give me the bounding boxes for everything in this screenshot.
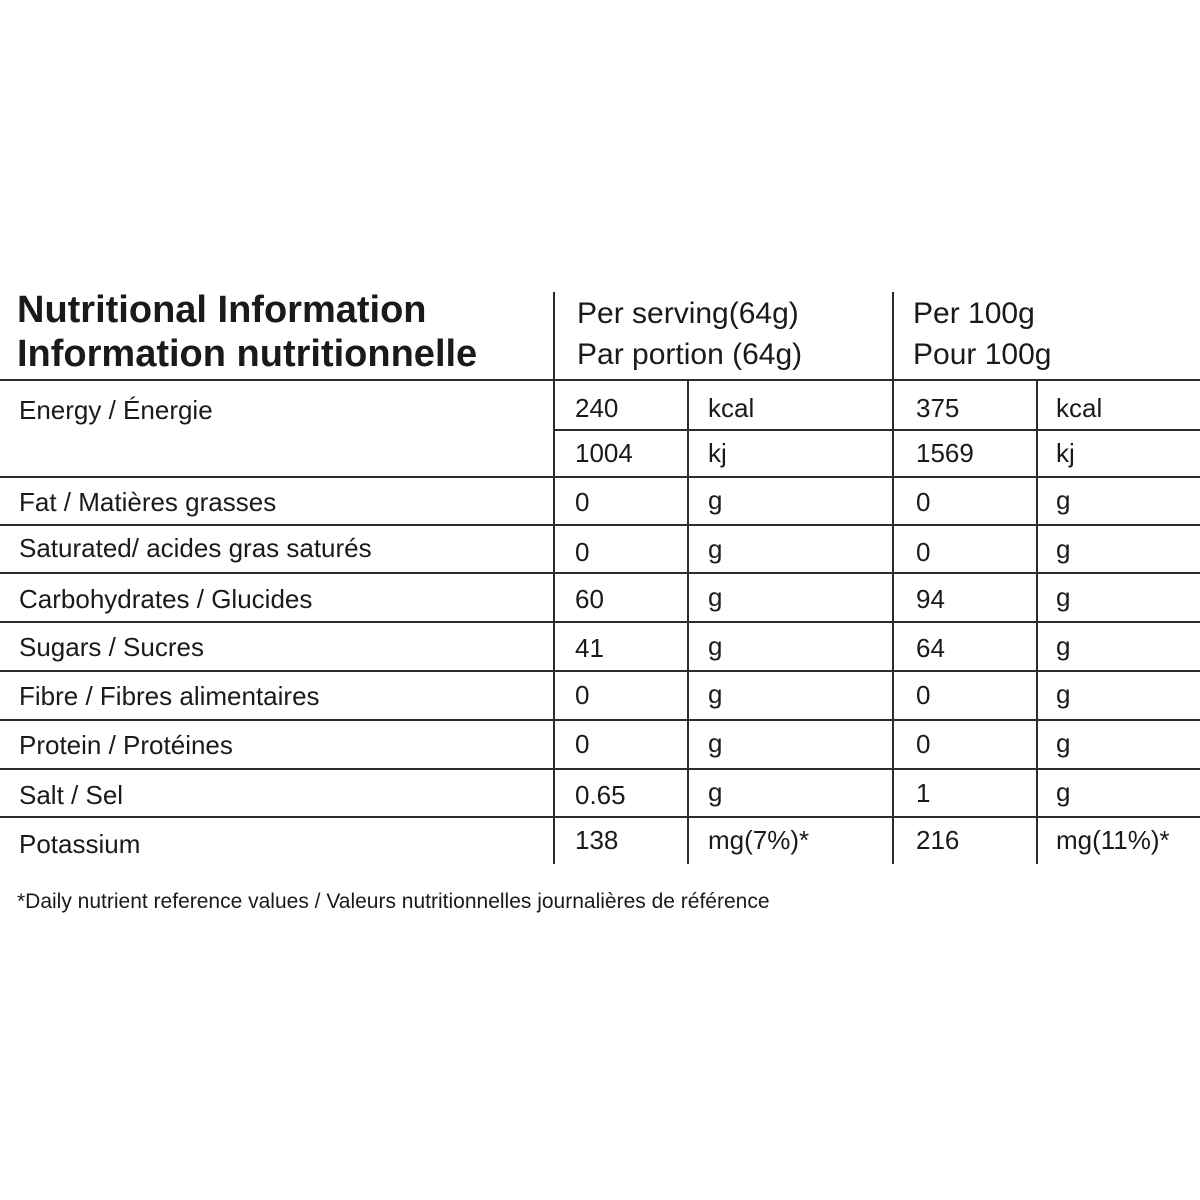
energy-kcal-per100: 375 [916, 393, 960, 423]
fat-serving: 0 [575, 487, 590, 517]
salt-per100: 1 [916, 778, 931, 808]
title-french: Information nutritionnelle [17, 333, 478, 375]
row-label-protein: Protein / Protéines [19, 730, 233, 760]
fibre-serving-unit: g [708, 679, 723, 709]
energy-kj-serving: 1004 [575, 438, 633, 468]
header-divider-2 [892, 292, 894, 380]
fat-per100-unit: g [1056, 485, 1071, 515]
energy-kcal-serving: 240 [575, 393, 619, 423]
sugars-serving-unit: g [708, 631, 723, 661]
footnote: *Daily nutrient reference values / Valeurs nutritionnelles journalières de référence [17, 890, 770, 913]
row-rule [0, 816, 1200, 818]
row-rule [0, 670, 1200, 672]
energy-kj-per100: 1569 [916, 438, 974, 468]
carbohydrates-serving: 60 [575, 584, 604, 614]
row-rule [0, 621, 1200, 623]
title-english: Nutritional Information [17, 289, 427, 331]
protein-per100: 0 [916, 729, 931, 759]
row-label-fibre: Fibre / Fibres alimentaires [19, 681, 320, 711]
sugars-per100-unit: g [1056, 631, 1071, 661]
fat-serving-unit: g [708, 485, 723, 515]
header-per-serving-fr: Par portion (64g) [577, 338, 803, 371]
saturated-serving-unit: g [708, 534, 723, 564]
row-rule [0, 476, 1200, 478]
fibre-per100-unit: g [1056, 679, 1071, 709]
row-label-salt: Salt / Sel [19, 780, 124, 810]
energy-kcal-per100-unit: kcal [1056, 393, 1103, 423]
header-divider-1 [553, 292, 555, 380]
row-label-energy: Energy / Énergie [19, 395, 213, 425]
protein-serving: 0 [575, 729, 590, 759]
salt-serving: 0.65 [575, 780, 626, 810]
energy-kj-per100-unit: kj [1056, 438, 1075, 468]
protein-per100-unit: g [1056, 728, 1071, 758]
energy-sub-rule [554, 429, 1200, 431]
saturated-serving: 0 [575, 537, 590, 567]
potassium-serving-unit: mg(7%)* [708, 825, 810, 855]
row-label-fat: Fat / Matières grasses [19, 487, 277, 517]
row-rule [0, 768, 1200, 770]
row-rule [0, 719, 1200, 721]
row-label-sugars: Sugars / Sucres [19, 632, 204, 662]
carbohydrates-per100-unit: g [1056, 582, 1071, 612]
saturated-per100: 0 [916, 537, 931, 567]
carbohydrates-serving-unit: g [708, 582, 723, 612]
sugars-serving: 41 [575, 633, 604, 663]
fat-per100: 0 [916, 487, 931, 517]
sugars-per100: 64 [916, 633, 945, 663]
carbohydrates-per100: 94 [916, 584, 945, 614]
protein-serving-unit: g [708, 728, 723, 758]
potassium-per100: 216 [916, 825, 960, 855]
fibre-serving: 0 [575, 680, 590, 710]
salt-serving-unit: g [708, 777, 723, 807]
row-label-carbohydrates: Carbohydrates / Glucides [19, 584, 313, 614]
salt-per100-unit: g [1056, 777, 1071, 807]
energy-kcal-serving-unit: kcal [708, 393, 755, 423]
fibre-per100: 0 [916, 680, 931, 710]
row-rule [0, 572, 1200, 574]
header-per-100g-fr: Pour 100g [913, 338, 1052, 371]
saturated-per100-unit: g [1056, 534, 1071, 564]
header-per-serving-en: Per serving(64g) [577, 297, 799, 330]
header-rule [0, 379, 1200, 381]
energy-kj-serving-unit: kj [708, 438, 727, 468]
potassium-per100-unit: mg(11%)* [1056, 825, 1170, 855]
header-per-100g-en: Per 100g [913, 297, 1035, 330]
row-rule [0, 524, 1200, 526]
potassium-serving: 138 [575, 825, 619, 855]
row-label-saturated: Saturated/ acides gras saturés [19, 533, 372, 563]
row-label-potassium: Potassium [19, 829, 141, 859]
